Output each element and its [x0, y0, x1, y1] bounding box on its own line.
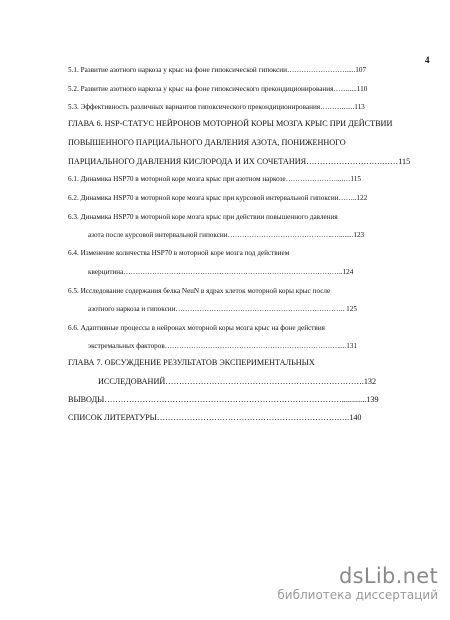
toc-chapter-6-line-2: ПОВЫШЕННОГО ПАРЦИАЛЬНОГО ДАВЛЕНИЯ АЗОТА, ПОНИЖЕННОГО: [68, 138, 346, 147]
watermark: [277, 564, 438, 602]
toc-conclusions: ВЫВОДЫ……………………………………………………………………………............139: [68, 395, 379, 404]
toc-entry-5-2: 5.2. Развитие азотного наркоза у крыс на фоне гипоксического прекондиционирования…….....110: [68, 85, 368, 93]
toc-entry-6-3-line-1: 6.3. Динамика HSP70 в моторной коре мозга крыс при действии повышенного давления: [68, 213, 338, 221]
toc-entry-6-2: 6.2. Динамика HSP70 в моторной коре мозга крыс при курсовой интервальной гипоксии……..122: [68, 194, 368, 202]
toc-entry-6-5-line-1: 6.5. Исследование содержания белка NeuN в ядрах клеток моторной коры крыс после: [68, 287, 331, 295]
toc-chapter-6-line-1: ГЛАВА 6. HSP-СТАТУС НЕЙРОНОВ МОТОРНОЙ КОРЫ МОЗГА КРЫС ПРИ ДЕЙСТВИИ: [68, 119, 393, 128]
toc-references: СПИСОК ЛИТЕРАТУРЫ………………………………………………………….….140: [68, 413, 362, 422]
toc-entry-6-3-line-2: азота после курсовой интервальной гипоксии……………………………………..…........123: [88, 231, 365, 239]
toc-entry-6-6-line-2: экстремальных факторов……………………………………………………………….....131: [88, 342, 358, 350]
toc-chapter-7-line-2: ИССЛЕДОВАНИЙ……………………………………………………………….132: [98, 377, 377, 386]
toc-entry-6-4-line-2: кверцитина………………………………………………………………………………..124: [88, 268, 354, 276]
toc-entry-6-6-line-1: 6.6. Адаптивные процессы в нейронах моторной коры мозга крыс на фоне действия: [68, 324, 325, 332]
toc-entry-6-1: 6.1. Динамика HSP70 в моторной коре мозга крыс при азотном наркозе…………………....…115: [68, 175, 361, 183]
toc-entry-6-4-line-1: 6.4. Изменение количества HSP70 в моторной коре мозга под действием: [68, 249, 290, 257]
toc-entry-5-3: 5.3. Эффективность различных вариантов гипоксического прекондиционирования……….......113: [68, 103, 365, 111]
toc-chapter-6-line-3: ПАРЦИАЛЬНОГО ДАВЛЕНИЯ КИСЛОРОДА И ИХ СОЧЕТАНИЯ……………………….……115: [68, 157, 411, 166]
watermark-subtitle: библиотека диссертаций: [277, 588, 438, 602]
toc-entry-5-1: 5.1. Развитие азотного наркоза у крыс на фоне гипоксической гипоксии……………………......107: [68, 66, 367, 74]
toc-entry-6-5-line-2: азотного наркоза и гипоксии…………………………………………………………….. 125: [88, 305, 357, 313]
toc-chapter-7-line-1: ГЛАВА 7. ОБСУЖДЕНИЕ РЕЗУЛЬТАТОВ ЭКСПЕРИМЕНТАЛЬНЫХ: [68, 358, 315, 367]
page-number: 4: [425, 55, 430, 65]
watermark-logo: dsLib.net: [339, 564, 438, 588]
